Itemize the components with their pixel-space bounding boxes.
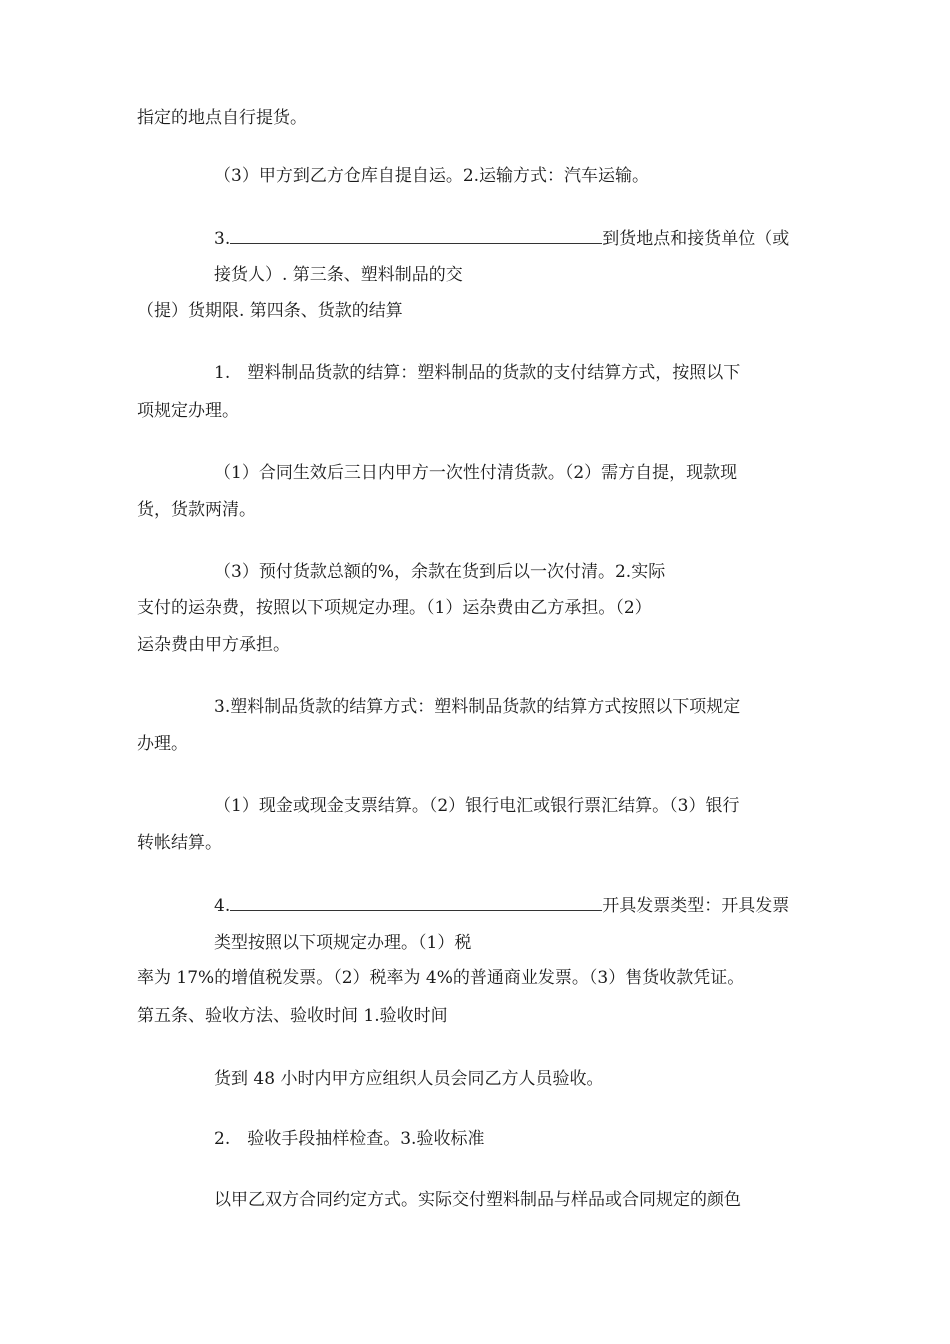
fill-in-blank (230, 227, 602, 244)
text-segment: 到货地点和接货单位（或 (602, 229, 790, 249)
text-line: 3.塑料制品货款的结算方式：塑料制品货款的结算方式按照以下项规定 (214, 697, 741, 717)
text-line: （3）预付货款总额的%，余款在货到后以一次付清。2.实际 (214, 562, 666, 582)
text-line: 第五条、验收方法、验收时间 1.验收时间 (137, 1006, 448, 1026)
text-line: 1. 塑料制品货款的结算：塑料制品的货款的支付结算方式，按照以下 (214, 363, 741, 383)
text-line: 项规定办理。 (137, 401, 239, 421)
item-number: 4. (214, 896, 231, 916)
text-line: 货到 48 小时内甲方应组织人员会同乙方人员验收。 (214, 1069, 604, 1089)
text-line: 转帐结算。 (137, 833, 222, 853)
text-line: 办理。 (137, 734, 188, 754)
item-number: 3. (214, 229, 231, 249)
text-line: （1）合同生效后三日内甲方一次性付清货款。（2）需方自提，现款现 (214, 463, 738, 483)
text-line: 指定的地点自行提货。 (137, 108, 307, 128)
text-line: 以甲乙双方合同约定方式。实际交付塑料制品与样品或合同规定的颜色 (214, 1190, 741, 1210)
text-line: 率为 17%的增值税发票。（2）税率为 4%的普通商业发票。（3）售货收款凭证。 (137, 968, 745, 988)
text-line: 运杂费由甲方承担。 (137, 635, 290, 655)
text-line: （1）现金或现金支票结算。（2）银行电汇或银行票汇结算。（3）银行 (214, 796, 740, 816)
text-segment: 开具发票类型：开具发票 (602, 896, 790, 916)
text-line-with-blank (214, 894, 789, 917)
text-line: 2. 验收手段抽样检查。3.验收标准 (214, 1129, 485, 1149)
text-line-with-blank (214, 227, 789, 250)
text-line: 类型按照以下项规定办理。（1）税 (214, 933, 472, 953)
text-line: 货，货款两清。 (137, 500, 256, 520)
text-line: （提）货期限. 第四条、货款的结算 (137, 301, 403, 321)
text-line: 支付的运杂费，按照以下项规定办理。（1）运杂费由乙方承担。（2） (137, 598, 652, 618)
text-line: 接货人）. 第三条、塑料制品的交 (214, 265, 463, 285)
fill-in-blank (230, 894, 602, 911)
text-line: （3）甲方到乙方仓库自提自运。2.运输方式：汽车运输。 (214, 166, 650, 186)
